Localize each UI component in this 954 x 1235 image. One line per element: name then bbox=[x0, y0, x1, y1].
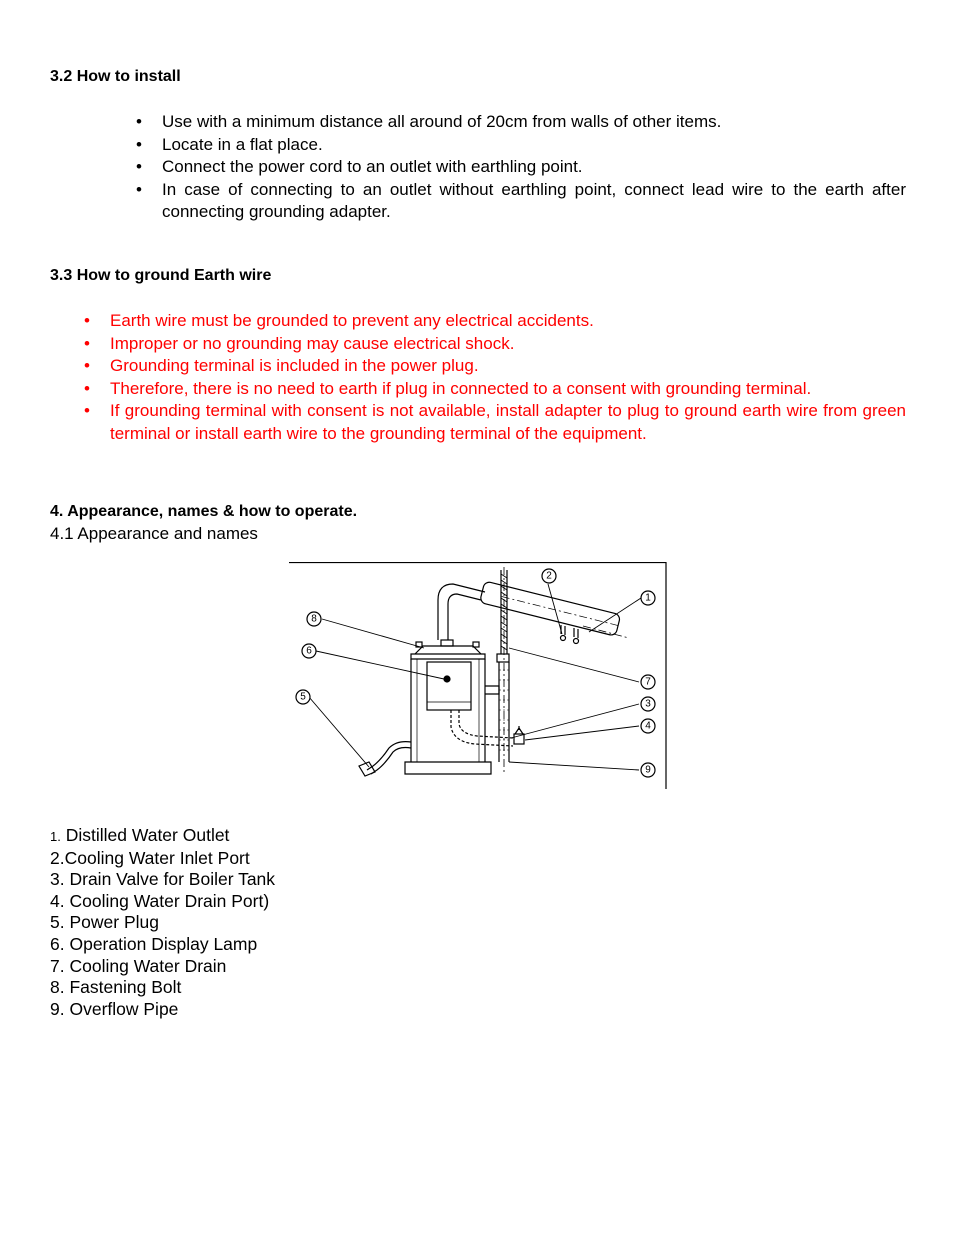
grounding-bullet-list bbox=[84, 310, 906, 445]
parts-list bbox=[50, 825, 275, 1020]
condenser-nozzles bbox=[561, 625, 579, 644]
list-item: • Improper or no grounding may cause electrical shock. bbox=[84, 333, 906, 356]
bullet-icon: • bbox=[136, 112, 142, 131]
section-4-title: 4. Appearance, names & how to operate. bbox=[50, 503, 358, 520]
list-item: 2.Cooling Water Inlet Port bbox=[50, 847, 250, 868]
svg-text:2: 2 bbox=[546, 570, 552, 582]
list-item: • In case of connecting to an outlet without earthling point, connect lead wire to the earth after connecting grounding adapter. bbox=[136, 179, 906, 221]
steam-pipe bbox=[438, 584, 485, 640]
section-4-1-subtitle: 4.1 Appearance and names bbox=[50, 524, 258, 543]
list-item: 6. Operation Display Lamp bbox=[50, 933, 258, 954]
still-diagram bbox=[289, 562, 667, 789]
list-item: 4. Cooling Water Drain Port) bbox=[50, 890, 270, 911]
callout-numbers bbox=[300, 571, 651, 776]
bullet-icon: • bbox=[84, 401, 90, 420]
list-item: • Therefore, there is no need to earth if plug in connected to a consent with grounding terminal. bbox=[84, 378, 906, 401]
bullet-icon: • bbox=[84, 311, 90, 330]
boiler-lid bbox=[411, 640, 485, 659]
bullet-icon: • bbox=[84, 356, 90, 375]
list-item: 5. Power Plug bbox=[50, 912, 159, 933]
list-item: 1. Distilled Water Outlet bbox=[50, 825, 230, 845]
support-bracket bbox=[485, 654, 509, 762]
bullet-icon: • bbox=[84, 333, 90, 353]
bullet-icon: • bbox=[136, 179, 142, 199]
svg-text:7: 7 bbox=[645, 676, 651, 688]
still-diagram-svg bbox=[289, 562, 667, 789]
callout-circles bbox=[296, 569, 655, 777]
svg-text:9: 9 bbox=[645, 764, 651, 776]
list-item: • If grounding terminal with consent is not available, install adapter to plug to ground earth wire from green terminal or install earth wire to the grounding terminal of the equipment. bbox=[84, 401, 906, 443]
power-cord bbox=[359, 742, 411, 776]
list-item: • Grounding terminal is included in the power plug. bbox=[84, 355, 906, 378]
list-item: • Earth wire must be grounded to prevent any electrical accidents. bbox=[84, 310, 906, 333]
svg-text:8: 8 bbox=[311, 613, 317, 625]
list-item: • Locate in a flat place. bbox=[136, 134, 906, 157]
list-item: • Use with a minimum distance all around of 20cm from walls of other items. bbox=[136, 111, 906, 134]
list-item: 7. Cooling Water Drain bbox=[50, 955, 227, 976]
section-3-3-title: 3.3 How to ground Earth wire bbox=[50, 267, 272, 284]
svg-text:4: 4 bbox=[645, 720, 651, 732]
section-3-2-title: 3.2 How to install bbox=[50, 68, 181, 85]
bullet-icon: • bbox=[136, 134, 142, 154]
bullet-icon: • bbox=[136, 157, 142, 176]
list-item: • Connect the power cord to an outlet with earthling point. bbox=[136, 156, 906, 179]
svg-text:1: 1 bbox=[645, 592, 651, 604]
list-item: 3. Drain Valve for Boiler Tank bbox=[50, 869, 276, 890]
display-lamp-icon bbox=[444, 676, 450, 682]
condenser-axis-extension bbox=[583, 626, 629, 638]
bullet-icon: • bbox=[84, 378, 90, 398]
install-bullet-list bbox=[136, 111, 906, 224]
svg-text:3: 3 bbox=[645, 698, 651, 710]
list-item: 8. Fastening Bolt bbox=[50, 977, 182, 998]
list-item: 9. Overflow Pipe bbox=[50, 998, 179, 1019]
callout-leaders bbox=[309, 584, 641, 770]
svg-text:5: 5 bbox=[300, 691, 306, 703]
svg-text:6: 6 bbox=[306, 645, 312, 657]
